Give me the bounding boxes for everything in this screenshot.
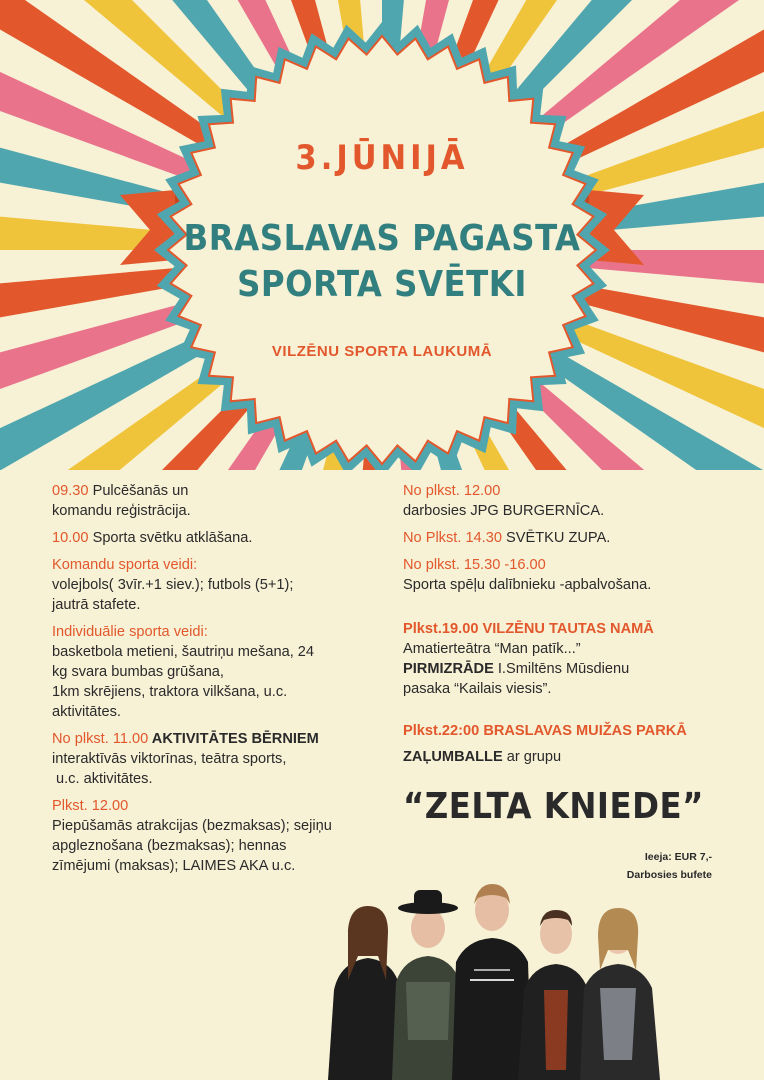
team-sports (52, 555, 352, 615)
theatre-heading: Plkst.19.00 VILZĒNU TAUTAS NAMĀ (403, 621, 654, 637)
theatre-line3: pasaka “Kailais viesis”. (403, 681, 552, 697)
soup-item (403, 528, 743, 548)
noon-line1: Piepūšamās atrakcijas (bezmaksas); sejiņu (52, 818, 332, 834)
schedule-right-column (403, 481, 743, 780)
event-date: 3.JŪNIJĀ (295, 138, 469, 178)
individual-sports-line3: 1km skrējiens, traktora vilkšana, u.c. (52, 684, 288, 700)
awards-time: No plkst. 15.30 -16.00 (403, 557, 546, 573)
time-1000: 10.00 (52, 530, 89, 546)
noon-time: Plkst. 12.00 (52, 798, 129, 814)
individual-sports-line1: basketbola metieni, šautriņu mešana, 24 (52, 644, 315, 660)
noon-line3: zīmējumi (maksas); LAIMES AKA u.c. (52, 858, 296, 874)
soup-time: No Plkst. 14.30 (403, 530, 502, 546)
team-sports-title: Komandu sporta veidi: (52, 557, 198, 573)
kids-title: AKTIVITĀTES BĒRNIEM (148, 731, 319, 747)
awards-text: Sporta spēļu dalībnieku -apbalvošana. (403, 577, 652, 593)
dance-heading: Plkst.22:00 BRASLAVAS MUIŽAS PARKĀ (403, 723, 687, 739)
individual-sports-line4: aktivitātes. (52, 704, 121, 720)
registration-text: Pulcēšanās un (88, 483, 189, 499)
schedule-item-opening (52, 528, 352, 548)
soup-text: SVĒTKU ZUPA. (501, 530, 611, 546)
kids-time: No plkst. 11.00 (52, 731, 149, 747)
opening-text: Sporta svētku atklāšana. (88, 530, 253, 546)
awards-item (403, 555, 743, 595)
burger-text: darbosies JPG BURGERNĪCA. (403, 503, 605, 519)
team-sports-line1: volejbols( 3vīr.+1 siev.); futbols (5+1); (52, 577, 294, 593)
band-photo (320, 870, 690, 1080)
schedule-item-registration (52, 481, 352, 521)
individual-sports-line2: kg svara bumbas grūšana, (52, 664, 224, 680)
band-name: “ZELTA KNIEDE” (403, 786, 704, 827)
dance-text: ar grupu (502, 749, 562, 765)
theatre-line1: Amatierteātra “Man patīk...” (403, 641, 581, 657)
theatre-item (403, 619, 743, 699)
event-title-line2: SPORTA SVĒTKI (237, 264, 527, 305)
kids-line1: interaktīvās viktorīnas, teātra sports, (52, 751, 287, 767)
individual-sports-title: Individuālie sporta veidi: (52, 624, 208, 640)
dance-label: ZAĻUMBALLE (403, 749, 503, 765)
event-title-line1: BRASLAVAS PAGASTA (183, 218, 581, 259)
noon-activities (52, 796, 352, 876)
registration-text-2: komandu reģistrācija. (52, 503, 191, 519)
band-member-5 (580, 908, 660, 1080)
individual-sports (52, 622, 352, 722)
buffet-note: Darbosies bufete (626, 869, 712, 881)
theatre-line2: I.Smiltēns Mūsdienu (493, 661, 630, 677)
entry-fee: Ieeja: EUR 7,- (644, 851, 712, 863)
noon-line2: apgleznošana (bezmaksas); hennas (52, 838, 287, 854)
event-venue: VILZĒNU SPORTA LAUKUMĀ (271, 343, 493, 360)
dance-item (403, 721, 743, 773)
time-0930: 09.30 (52, 483, 89, 499)
band-member-4 (518, 910, 592, 1080)
team-sports-line2: jautrā stafete. (52, 597, 141, 613)
kids-line2: u.c. aktivitātes. (56, 771, 153, 787)
kids-activities (52, 729, 352, 789)
schedule-left-column (52, 481, 352, 883)
premiere-label: PIRMIZRĀDE (403, 661, 494, 677)
burger-time: No plkst. 12.00 (403, 483, 501, 499)
burger-item (403, 481, 743, 521)
